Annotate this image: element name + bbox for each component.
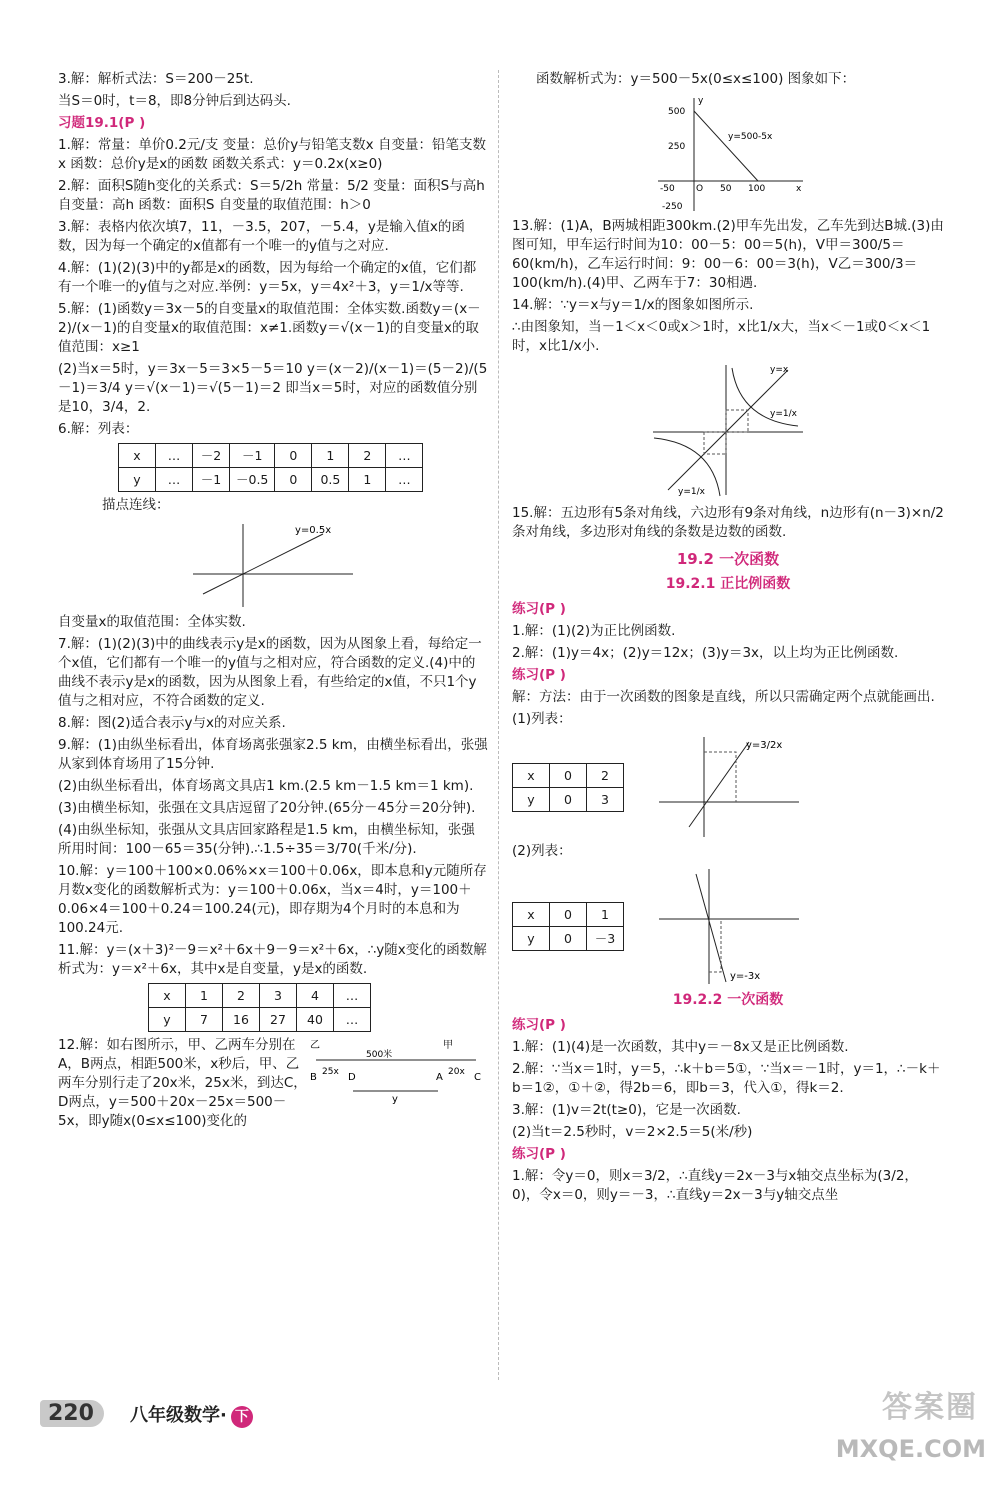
- subsection-title: 19.2.1 正比例函数: [665, 576, 791, 592]
- graph-label: y=-3x: [730, 971, 761, 982]
- book-title-text: 八年级数学·: [130, 1405, 227, 1426]
- table-cell: 2: [587, 763, 624, 787]
- answer-14b: ∴由图象知，当－1＜x＜0或x＞1时，x比1/x大，当x＜－1或0＜x＜1时，x比1/x小.: [512, 319, 931, 354]
- label-yi: 乙: [310, 1040, 320, 1051]
- table-cell: 0: [275, 468, 312, 492]
- s-answer-3b: (2)当t＝2.5秒时，v＝2×2.5＝5(米/秒): [512, 1124, 753, 1140]
- tick-250: 250: [668, 142, 686, 152]
- seg-20x: 20x: [448, 1067, 465, 1077]
- answer-12: 12.解：如右图所示，甲、乙两车分别在A，B两点，相距500米，x秒后，甲、乙两车分别行走了20x米，25x米，到达C，D两点，y＝500＋20x－25x＝500－5x，即y随x(0≤x≤100)变化的: [58, 1037, 307, 1129]
- label-yx: y=x: [770, 365, 789, 375]
- table-row: [149, 1008, 371, 1032]
- table-cell: 1: [186, 984, 223, 1008]
- table-cell: 16: [223, 1008, 260, 1032]
- answer-8: 8.解：图(2)适合表示y与x的对应关系.: [58, 715, 286, 731]
- line-y-x: [668, 370, 788, 490]
- graph-b: [654, 864, 804, 989]
- label-jia: 甲: [443, 1040, 453, 1051]
- label-y1x-2: y=1/x: [678, 487, 705, 497]
- answer-7: 7.解：(1)(2)(3)中的曲线表示y是x的函数，因为从图象上看，每给定一个x值，它们都有一个唯一的y值与之相对应，符合函数的定义.(4)中的曲线不表示y是x的函数，因为从图象上看，有些给定的x值，不只1个y值与之相对应，不符合函数的定义.: [58, 636, 482, 709]
- table-cell: 1: [587, 903, 624, 927]
- answer-12-block: [58, 1036, 488, 1131]
- graph-14: [648, 360, 808, 500]
- table-cell: x: [119, 444, 156, 468]
- watermark-url: MXQE.COM: [835, 1435, 986, 1463]
- r-list-2: (2)列表：: [512, 843, 572, 859]
- tick-neg50: -50: [660, 184, 675, 194]
- answer-6-domain: 自变量x的取值范围：全体实数.: [58, 614, 246, 630]
- table-cell: …: [386, 468, 423, 492]
- table-cell: y: [149, 1008, 186, 1032]
- table-cell: x: [513, 763, 550, 787]
- table-cell: 0.5: [312, 468, 349, 492]
- right-column: [512, 70, 944, 1208]
- volume-badge: 下: [231, 1406, 253, 1428]
- answer-3-cont: 当S＝0时，t＝8，即8分钟后到达码头.: [58, 93, 291, 109]
- table-cell: －1: [230, 444, 275, 468]
- r-method: 解：方法：由于一次函数的图象是直线，所以只需确定两个点就能画出.: [512, 689, 935, 705]
- table-cell: －2: [193, 444, 230, 468]
- answer-12-cont: 函数解析式为：y＝500－5x(0≤x≤100) 图象如下：: [536, 71, 856, 87]
- table-cell: 0: [550, 927, 587, 951]
- dashed-guide: [704, 752, 736, 802]
- label-y1x: y=1/x: [770, 409, 797, 419]
- table-cell: 0: [275, 444, 312, 468]
- origin-label: O: [696, 184, 704, 194]
- seg-25x: 25x: [322, 1067, 339, 1077]
- tick-500: 500: [668, 107, 686, 117]
- table-row: [119, 444, 423, 468]
- column-divider: [498, 70, 499, 1380]
- graph-label: y=3/2x: [746, 740, 783, 751]
- r-answer-1: 1.解：(1)(2)为正比例函数.: [512, 623, 676, 639]
- answer-1: 1.解：常量：单价0.2元/支 变量：总价y与铅笔支数x 自变量：铅笔支数x 函数：总价y是x的函数 函数关系式：y＝0.2x(x≥0): [58, 137, 486, 172]
- answer-11: 11.解：y＝(x＋3)²－9＝x²＋6x＋9－9＝x²＋6x，∴y随x变化的函数解析式为：y＝x²＋6x，其中x是自变量，y是x的函数.: [58, 942, 487, 977]
- answer-3: 3.解：解析式法：S＝200－25t.: [58, 71, 254, 87]
- table-row: [513, 787, 624, 811]
- table-6: [118, 443, 423, 492]
- tick-50: 50: [720, 184, 732, 194]
- footer: [40, 1398, 960, 1438]
- exercise-heading: 练习(P ): [512, 601, 566, 617]
- subsection-title: 19.2.2 一次函数: [672, 992, 784, 1008]
- table-cell: x: [149, 984, 186, 1008]
- page-number: 220: [40, 1400, 104, 1427]
- line-y-1.5x: [689, 742, 749, 827]
- table-cell: y: [513, 787, 550, 811]
- table-cell: y: [513, 927, 550, 951]
- answer-9b: (2)由纵坐标看出，体育场离文具店1 km.(2.5 km－1.5 km＝1 km).: [58, 778, 474, 794]
- tick-100: 100: [748, 184, 766, 194]
- table-cell: 1: [312, 444, 349, 468]
- r-answer-2: 2.解：(1)y＝4x；(2)y＝12x；(3)y＝3x，以上均为正比例函数.: [512, 645, 899, 661]
- table-cell: －3: [587, 927, 624, 951]
- point-c: C: [474, 1072, 481, 1083]
- book-title: [130, 1406, 253, 1428]
- answer-10: 10.解：y＝100＋100×0.06%×x＝100＋0.06x，即本息和y元随所存月数x变化的函数解析式为：y＝100＋0.06x，当x＝4时，y＝100＋0.06×4＝100＋0.24＝100.24(元)，即存期为4个月时的本息和为100.24元.: [58, 863, 487, 936]
- answer-2: 2.解：面积S随h变化的关系式：S＝5/2h 常量：5/2 变量：面积S与高h 自变量：高h 函数：面积S 自变量的取值范围：h＞0: [58, 178, 485, 213]
- point-d: D: [348, 1072, 356, 1083]
- label-dist: 500米: [366, 1050, 393, 1060]
- table-row: [149, 984, 371, 1008]
- table-cell: 2: [349, 444, 386, 468]
- graph-a: [654, 732, 804, 842]
- exercise-heading: 练习(P ): [512, 667, 566, 683]
- answer-6: 6.解：列表：: [58, 421, 139, 437]
- table-cell: x: [513, 903, 550, 927]
- table-cell: …: [386, 444, 423, 468]
- graph-row-a: [512, 732, 944, 842]
- answer-5b: (2)当x＝5时，y＝3x－5＝3×5－5＝10 y＝(x－2)/(x－1)＝(5－2)/(5－1)＝3/4 y＝√(x－1)＝√(5－1)＝2 即当x＝5时，对应的函数值分别是10，3/4，2.: [58, 361, 488, 415]
- answer-15: 15.解：五边形有5条对角线，六边形有9条对角线，n边形有(n－3)×n/2条对角线，多边形对角线的条数是边数的函数.: [512, 505, 944, 540]
- answer-3x: 3.解：表格内依次填7，11，－3.5，207，－5.4，y是输入值x的函数，因为每一个确定的x值都有一个唯一的y值与之对应.: [58, 219, 465, 254]
- table-cell: －1: [193, 468, 230, 492]
- r-list-1: (1)列表：: [512, 711, 572, 727]
- table-cell: …: [334, 1008, 371, 1032]
- graph-label: y=0.5x: [295, 525, 332, 536]
- road-diagram: [308, 1036, 488, 1106]
- table-cell: 0: [550, 787, 587, 811]
- answer-9c: (3)由横坐标知，张强在文具店逗留了20分钟.(65分－45分＝20分钟).: [58, 800, 476, 816]
- table-cell: …: [334, 984, 371, 1008]
- table-cell: y: [119, 468, 156, 492]
- table-b: [512, 902, 624, 951]
- point-a: A: [436, 1072, 443, 1083]
- s-answer-3: 3.解：(1)v＝2t(t≥0)，它是一次函数.: [512, 1102, 741, 1118]
- watermark-logo: 答案圈: [882, 1390, 978, 1425]
- table-cell: …: [156, 444, 193, 468]
- table-row: [513, 927, 624, 951]
- answer-13: 13.解：(1)A，B两城相距300km.(2)甲车先出发，乙车先到达B城.(3)由图可知，甲车运行时间为10：00－5：00＝5(h)，V甲＝300/5＝60(km/h)，乙车运行时间：9：00－6：00＝3(h)，V乙＝300/3＝100(km/h).(4)甲、乙两车于7：30相遇.: [512, 218, 944, 291]
- axis-x-label: x: [796, 184, 802, 194]
- left-column: [58, 70, 488, 1134]
- table-cell: 27: [260, 1008, 297, 1032]
- table-cell: 3: [260, 984, 297, 1008]
- exercise-heading: 练习(P ): [512, 1146, 566, 1162]
- label-y: y: [392, 1094, 398, 1105]
- tick-neg250: -250: [662, 202, 683, 212]
- answer-14: 14.解：∵y＝x与y＝1/x的图象如图所示.: [512, 297, 754, 313]
- answer-6-plot: 描点连线：: [102, 497, 170, 513]
- table-cell: 2: [223, 984, 260, 1008]
- point-b: B: [310, 1072, 317, 1083]
- graph-label: y=500-5x: [728, 132, 773, 142]
- table-cell: 0: [550, 903, 587, 927]
- graph-6: [183, 519, 363, 609]
- table-cell: 40: [297, 1008, 334, 1032]
- answer-9a: 9.解：(1)由纵坐标看出，体育场离张强家2.5 km，由横坐标看出，张强从家到体育场用了15分钟.: [58, 737, 488, 772]
- table-row: [513, 763, 624, 787]
- graph-row-b: [512, 864, 944, 989]
- table-cell: －0.5: [230, 468, 275, 492]
- exercise-heading: 习题19.1(P ): [58, 115, 146, 131]
- line-y-0.5x: [203, 534, 323, 594]
- s-answer-2: 2.解：∵当x＝1时，y＝5，∴k＋b＝5①，∵当x＝－1时，y＝1，∴－k＋b＝1②，①＋②，得2b＝6，即b＝3，代入①，得k＝2.: [512, 1061, 941, 1096]
- table-cell: 3: [587, 787, 624, 811]
- s-answer-4: 1.解：令y＝0，则x＝3/2，∴直线y＝2x－3与x轴交点坐标为(3/2，0)，令x＝0，则y＝－3，∴直线y＝2x－3与y轴交点坐: [512, 1168, 918, 1203]
- table-cell: …: [156, 468, 193, 492]
- table-cell: 4: [297, 984, 334, 1008]
- section-title: 19.2 一次函数: [676, 550, 780, 568]
- table-cell: 7: [186, 1008, 223, 1032]
- table-cell: 1: [349, 468, 386, 492]
- axis-y-label: y: [698, 96, 704, 106]
- answer-5a: 5.解：(1)函数y＝3x－5的自变量x的取值范围：全体实数.函数y＝(x－2)/(x－1)的自变量x的取值范围：x≠1.函数y＝√(x－1)的自变量x的取值范围：x≥1: [58, 301, 481, 355]
- exercise-heading: 练习(P ): [512, 1017, 566, 1033]
- line-500-5x: [694, 111, 758, 181]
- table-cell: 0: [550, 763, 587, 787]
- s-answer-1: 1.解：(1)(4)是一次函数，其中y＝－8x又是正比例函数.: [512, 1039, 849, 1055]
- table-11: [148, 983, 371, 1032]
- graph-12: [648, 93, 808, 213]
- answer-4: 4.解：(1)(2)(3)中的y都是x的函数，因为每给一个确定的x值，它们都有一个唯一的y值与之对应.举例：y＝5x，y＝4x²＋3，y＝1/x等等.: [58, 260, 477, 295]
- table-a: [512, 763, 624, 812]
- answer-9d: (4)由纵坐标知，张强从文具店回家路程是1.5 km，由横坐标知，张强所用时间：100－65＝35(分钟).∴1.5÷35＝3/70(千米/分).: [58, 822, 475, 857]
- table-row: [513, 903, 624, 927]
- table-row: [119, 468, 423, 492]
